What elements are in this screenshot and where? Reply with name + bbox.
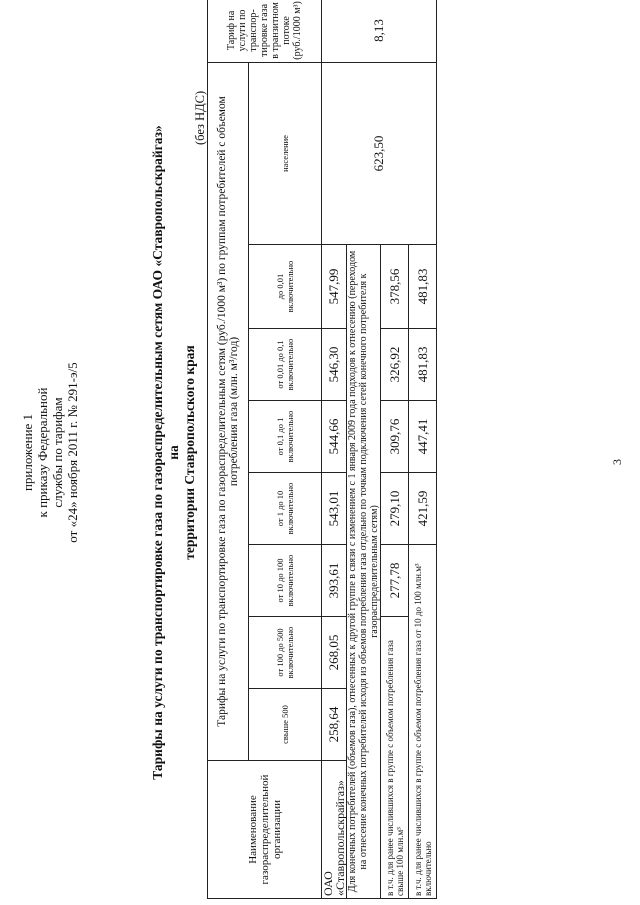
sub2-value: 447,41 <box>409 401 437 473</box>
header-sub-4: от 0,1 до 1 включительно <box>249 401 322 473</box>
value-cell: 547,99 <box>322 245 347 329</box>
value-cell: 268,05 <box>322 617 347 689</box>
header-sub-7: население <box>249 62 322 244</box>
header-sub-1: от 100 до 500 включительно <box>249 617 322 689</box>
header-transit: Тариф на услуги по транспор-тировке газа в транзитном потоке (руб./1000 м³) <box>208 0 322 62</box>
header-org: Наименование газораспределительной организации <box>208 761 322 899</box>
appendix-line-2: к приказу Федеральной <box>35 387 50 518</box>
sub1-value: 279,10 <box>381 473 409 545</box>
sub1-value: 378,56 <box>381 245 409 329</box>
org-name: ОАО «Ставропольcкрайгаз» <box>322 761 347 899</box>
value-cell: 258,64 <box>322 689 347 761</box>
title-line-2: территории Ставропольского края <box>182 345 197 560</box>
sub1-label: в т.ч. для ранее числившихся в группе с объемом потребления газа свыше 100 млн.м³ <box>381 617 409 899</box>
header-sub-3: от 1 до 10 включительно <box>249 473 322 545</box>
header-group: Тарифы на услуги по транспортировке газа по газораспределительным сетям (руб./1000 м³) по группам потребителей с объемом потребления газа (млн. м³/год) <box>208 62 249 760</box>
sub2-value: 481,83 <box>409 329 437 401</box>
sub1-value: 277,78 <box>381 545 409 617</box>
appendix-line-3: службы по тарифам <box>50 397 65 508</box>
sub1-value: 326,92 <box>381 329 409 401</box>
header-sub-0: свыше 500 <box>249 689 322 761</box>
title-line-1: Тарифы на услуги по транспортировке газа по газораспределительным сетям ОАО «Ставропольcкрайгаз» на <box>150 125 181 780</box>
page-number: 3 <box>610 459 624 465</box>
header-sub-2: от 10 до 100 включительно <box>249 545 322 617</box>
value-cell: 543,01 <box>322 473 347 545</box>
header-sub-5: от 0,01 до 0,1 включительно <box>249 329 322 401</box>
appendix-block <box>20 0 80 905</box>
sub2-value: 421,59 <box>409 473 437 545</box>
document-title <box>150 120 198 785</box>
transit-value: 8,13 <box>322 0 437 62</box>
unit-note: (без НДС) <box>193 90 207 145</box>
value-cell: 544,66 <box>322 401 347 473</box>
sub1-value: 309,76 <box>381 401 409 473</box>
appendix-line-1: приложение 1 <box>20 413 35 492</box>
population-value: 623,50 <box>322 62 437 244</box>
value-cell: 393,61 <box>322 545 347 617</box>
sub2-value: 481,83 <box>409 245 437 329</box>
tariff-table <box>207 0 437 899</box>
note-text: Для конечных потребителей (объемов газа), отнесенных к другой группе в связи с изменением с 1 января 2009 года подходов к отнесению (переходом на отнесение конечных потребителей исходя из объемов потребления газа отдельно по точкам подключения сетей конечного потребителя к газораспределительным сетям) <box>347 245 381 899</box>
sub2-label: в т.ч. для ранее числившихся в группе с объемом потребления газа от 10 до 100 млн.м³ включительно <box>409 545 437 899</box>
header-sub-6: до 0,01 включительно <box>249 245 322 329</box>
appendix-line-4: от «24» ноября 2011 г. № 291-э/5 <box>65 362 80 543</box>
value-cell: 546,30 <box>322 329 347 401</box>
